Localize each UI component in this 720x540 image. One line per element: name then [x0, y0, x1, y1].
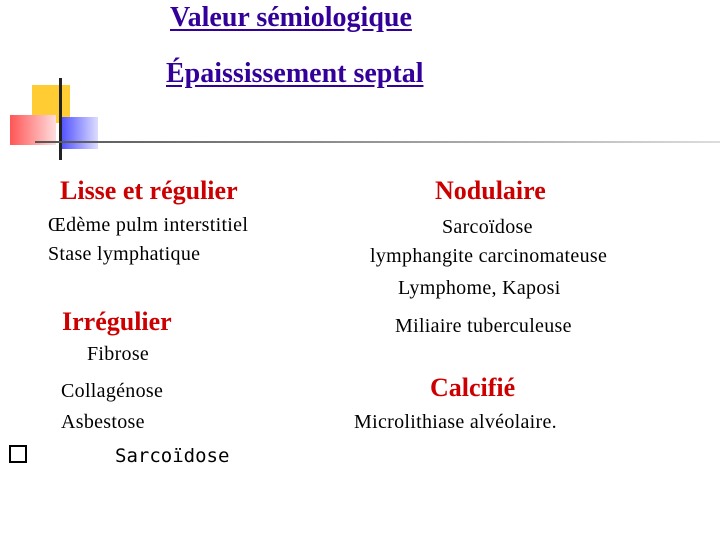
heading-smooth: Lisse et régulier — [60, 176, 238, 205]
item-sarcoidose-right: Sarcoïdose — [442, 216, 533, 238]
item-collagenose: Collagénose — [61, 380, 164, 402]
heading-irregular: Irrégulier — [62, 307, 172, 336]
item-stase: Stase lymphatique — [48, 243, 201, 265]
decor-vertical-line — [59, 78, 62, 160]
checkbox-bullet-icon — [9, 445, 27, 463]
item-asbestose: Asbestose — [61, 411, 145, 433]
slide-title: Valeur sémiologique — [170, 2, 412, 33]
heading-calcified: Calcifié — [430, 373, 516, 402]
item-oedeme: Œdème pulm interstitiel — [48, 214, 249, 236]
slide-subtitle: Épaississement septal — [166, 58, 424, 89]
item-sarcoidose-left: Sarcoïdose — [115, 445, 230, 467]
decor-horizontal-rule — [35, 141, 720, 143]
item-fibrose: Fibrose — [87, 343, 150, 365]
item-miliaire: Miliaire tuberculeuse — [395, 315, 572, 337]
heading-nodular: Nodulaire — [435, 176, 546, 205]
item-microlithiase: Microlithiase alvéolaire. — [354, 411, 557, 433]
item-lymphangite: lymphangite carcinomateuse — [370, 245, 608, 267]
item-lymphome: Lymphome, Kaposi — [398, 277, 561, 299]
decor-blue-square — [62, 117, 98, 149]
